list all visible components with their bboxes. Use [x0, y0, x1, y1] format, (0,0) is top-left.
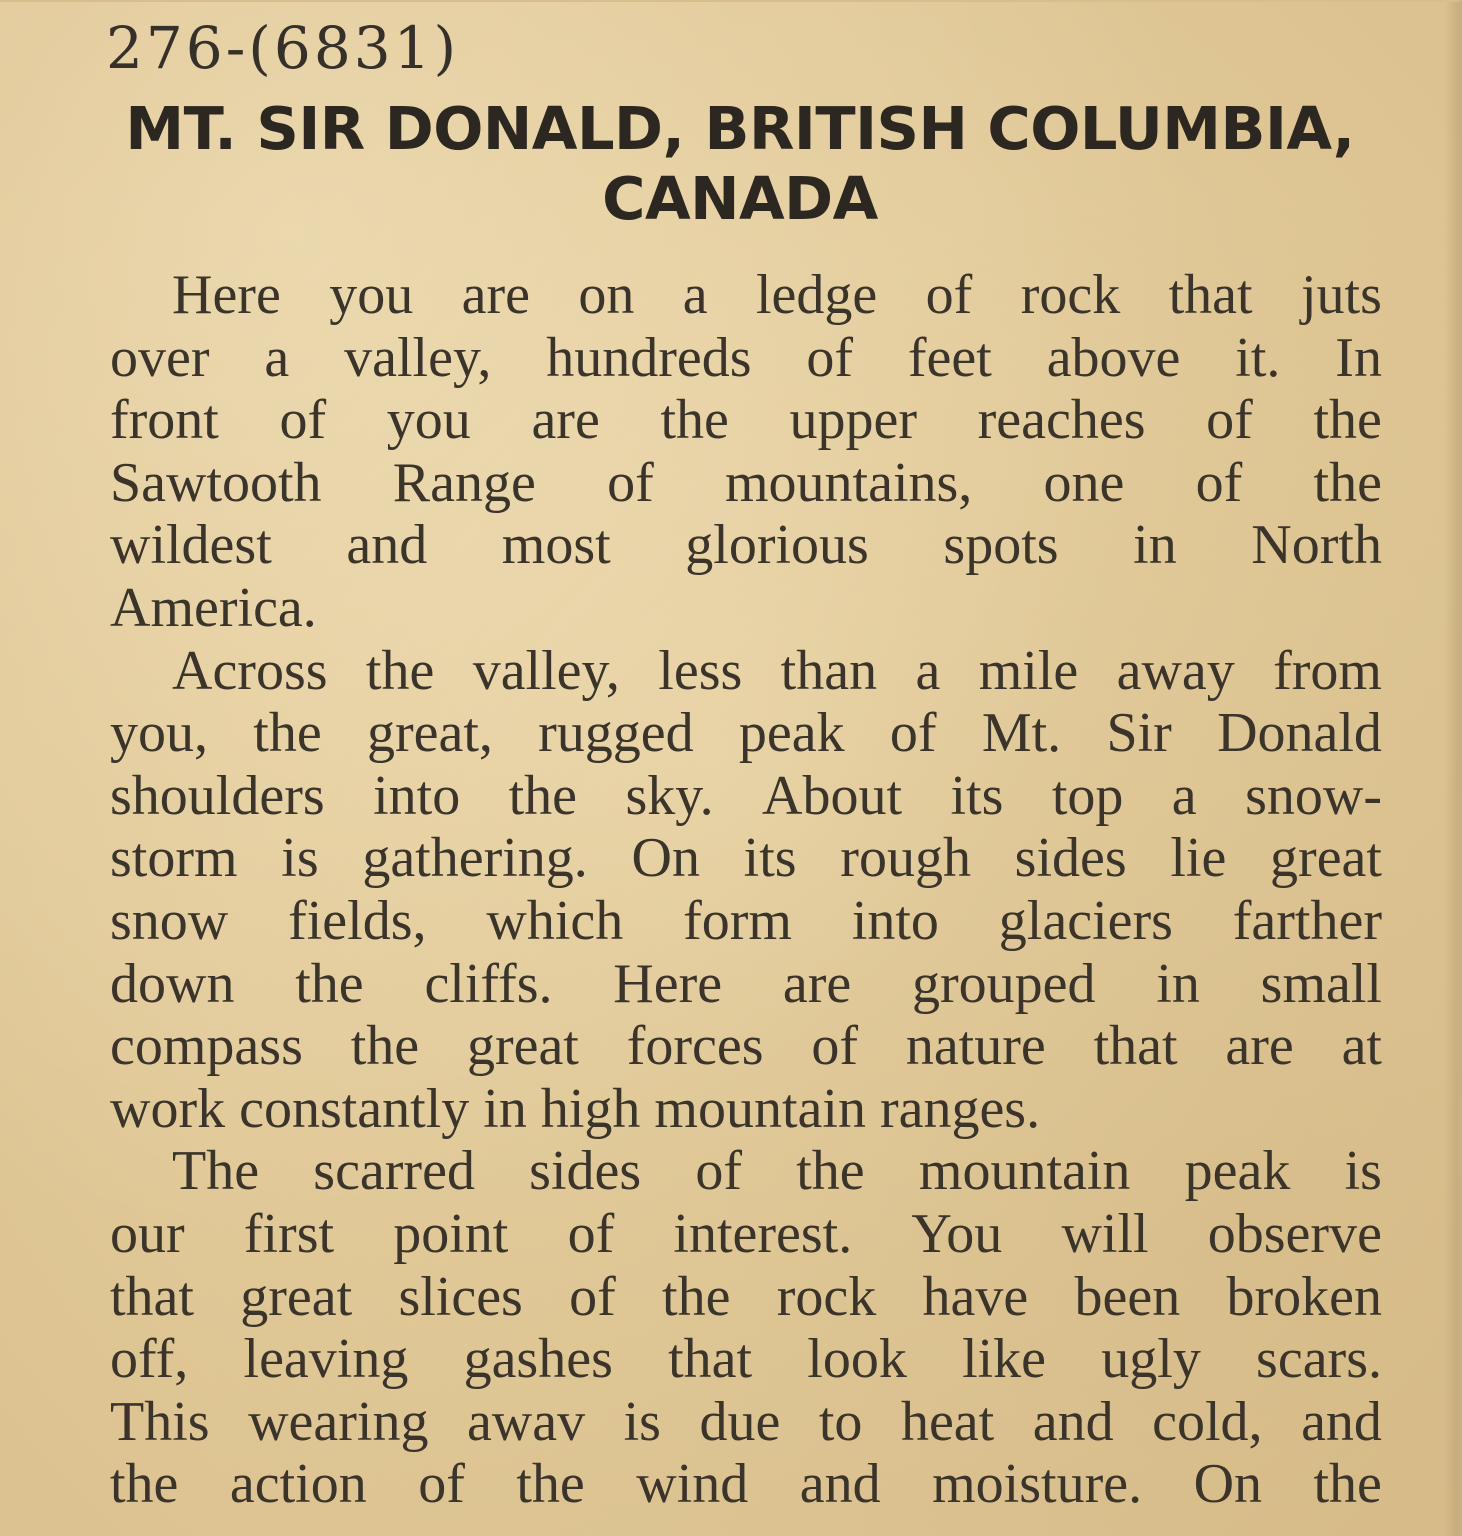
word: observe	[1207, 1202, 1382, 1265]
word: peak	[738, 702, 845, 765]
word: and	[346, 514, 428, 577]
title-line: MT. SIR DONALD, BRITISH COLUMBIA,	[125, 94, 1355, 163]
word: On	[631, 827, 700, 890]
word: forces	[626, 1015, 764, 1078]
word: on	[578, 264, 635, 326]
text-line	[110, 1015, 1382, 1078]
word: peak	[1184, 1140, 1291, 1203]
word: the	[253, 702, 322, 765]
word: into	[851, 889, 939, 952]
word: the	[1313, 1453, 1382, 1516]
text-line	[110, 827, 1382, 890]
word: of	[1195, 451, 1243, 514]
word: its	[950, 764, 1004, 827]
word: slices	[398, 1265, 523, 1328]
word: into	[373, 764, 461, 827]
word: heat	[900, 1390, 995, 1453]
word: that	[110, 1265, 194, 1328]
word: away	[1116, 639, 1235, 702]
word: snow	[110, 889, 229, 952]
word: shoulders	[110, 764, 325, 827]
word: a	[915, 639, 941, 702]
word: in	[483, 1077, 527, 1140]
word: great	[240, 1265, 353, 1328]
word: On	[1193, 1453, 1263, 1516]
word: are	[461, 264, 530, 326]
word: The	[172, 1140, 260, 1203]
text-line	[110, 640, 1382, 703]
word: action	[229, 1453, 367, 1516]
word: Sawtooth	[110, 451, 322, 514]
word: have	[922, 1265, 1029, 1328]
word: top	[1051, 764, 1124, 827]
word: is	[623, 1390, 661, 1453]
text-line	[110, 953, 1382, 1016]
word: and	[1032, 1390, 1114, 1453]
word: lie	[1170, 827, 1227, 890]
word: Donald	[1217, 702, 1382, 765]
word: look	[807, 1328, 907, 1391]
text-line	[110, 1203, 1382, 1266]
word: awav	[466, 1390, 586, 1453]
word: will	[1061, 1202, 1149, 1265]
word: a	[1171, 764, 1197, 827]
text-line	[110, 1078, 1382, 1141]
word: feet	[907, 326, 992, 389]
word: form	[683, 889, 792, 952]
word: the	[1313, 389, 1382, 452]
catalog-number: 276-(6831)	[106, 14, 460, 82]
word: farther	[1232, 889, 1382, 952]
word: of	[569, 1265, 616, 1328]
word: mountains,	[724, 451, 973, 514]
word: you,	[110, 702, 208, 765]
word: in	[1156, 952, 1200, 1015]
word: front	[110, 389, 219, 452]
paragraph	[110, 264, 1382, 640]
word: first	[243, 1202, 335, 1265]
word: in	[1133, 514, 1177, 577]
word: great	[1270, 827, 1382, 890]
word: Here	[613, 952, 723, 1015]
word: Mt.	[981, 702, 1062, 765]
text-line	[110, 1328, 1382, 1391]
word: a	[682, 264, 708, 326]
word: mountain	[654, 1077, 866, 1140]
text-line	[110, 1391, 1382, 1454]
word: and	[1301, 1390, 1382, 1453]
word: ranges.	[879, 1077, 1041, 1140]
word: Sir	[1106, 702, 1172, 765]
word: been	[1074, 1265, 1181, 1328]
word: great	[466, 1015, 579, 1078]
text-line	[110, 389, 1382, 452]
word: its	[743, 827, 797, 890]
word: which	[486, 889, 624, 952]
word: scars.	[1256, 1328, 1382, 1391]
word: In	[1335, 326, 1382, 389]
word: wind	[636, 1453, 749, 1516]
word: You	[911, 1202, 1003, 1265]
word: to	[818, 1390, 863, 1453]
word: rough	[840, 827, 971, 890]
word: leaving	[243, 1328, 409, 1391]
word: of	[567, 1202, 615, 1265]
text-line	[110, 452, 1382, 515]
word: This	[110, 1390, 210, 1453]
word: of	[811, 1015, 858, 1078]
word: the	[295, 952, 364, 1015]
description-text	[110, 264, 1382, 1516]
word: than	[780, 639, 878, 702]
word: Across	[172, 639, 328, 702]
word: mile	[978, 639, 1079, 702]
word: glaciers	[998, 889, 1173, 952]
word: down	[110, 952, 235, 1015]
word: that	[1093, 1015, 1178, 1078]
word: wearing	[248, 1390, 429, 1453]
word: off,	[110, 1328, 189, 1391]
word: compass	[110, 1015, 303, 1078]
word: are	[1225, 1015, 1294, 1078]
text-line	[110, 1140, 1382, 1203]
word: gashes	[463, 1328, 613, 1391]
word: wildest	[110, 514, 272, 577]
word: small	[1260, 952, 1382, 1015]
word: cold,	[1152, 1390, 1263, 1453]
word: like	[962, 1328, 1047, 1391]
word: glorious	[685, 514, 869, 577]
word: reaches	[977, 389, 1146, 452]
word: one	[1043, 451, 1125, 514]
word: the	[110, 1453, 179, 1516]
card-edge-shadow	[1444, 2, 1458, 1536]
word: sides	[529, 1140, 642, 1203]
text-line	[110, 577, 1382, 640]
text-line	[110, 514, 1382, 577]
word: the	[365, 639, 435, 702]
word: valley,	[472, 639, 620, 702]
card-title	[100, 94, 1380, 234]
text-line	[110, 765, 1382, 828]
word: the	[516, 1453, 585, 1516]
word: are	[531, 389, 600, 452]
text-line	[110, 1266, 1382, 1329]
word: ledge	[755, 264, 878, 326]
word: is	[1344, 1140, 1382, 1203]
word: gathering.	[362, 827, 588, 890]
word: great,	[366, 702, 493, 765]
word: moisture.	[932, 1453, 1143, 1516]
word: the	[796, 1140, 865, 1203]
word: work	[110, 1077, 226, 1140]
word: from	[1273, 639, 1382, 702]
word: is	[281, 827, 319, 890]
word: of	[695, 1140, 743, 1203]
word: it.	[1235, 326, 1281, 389]
word: nature	[905, 1015, 1046, 1078]
text-line	[110, 1453, 1382, 1516]
word: above	[1046, 326, 1181, 389]
word: snow-	[1245, 764, 1382, 827]
word: high	[540, 1077, 641, 1140]
word: of	[1206, 389, 1253, 452]
word: over	[110, 326, 210, 389]
word: scarred	[313, 1140, 475, 1203]
word: fields,	[288, 889, 427, 952]
word: North	[1251, 514, 1382, 577]
word: Range	[392, 451, 536, 514]
word: interest.	[673, 1202, 853, 1265]
text-line	[110, 264, 1382, 327]
word: rugged	[538, 702, 694, 765]
word: you	[386, 389, 471, 452]
word: that	[668, 1328, 753, 1391]
word: most	[501, 514, 611, 577]
word: mountain	[918, 1140, 1131, 1203]
word: of	[925, 264, 973, 326]
word: of	[889, 702, 937, 765]
word: ugly	[1101, 1328, 1201, 1391]
paragraph	[110, 1140, 1382, 1516]
word: less	[658, 639, 743, 702]
word: a	[264, 326, 290, 389]
word: rock	[1020, 264, 1121, 326]
word: Here	[172, 264, 281, 326]
word: due	[699, 1390, 781, 1453]
word: storm	[110, 827, 238, 890]
word: rock	[776, 1265, 877, 1328]
word: and	[799, 1453, 881, 1516]
word: you	[329, 264, 414, 326]
word: upper	[789, 389, 918, 452]
word: America.	[110, 576, 317, 639]
word: broken	[1226, 1265, 1382, 1328]
word: spots	[943, 514, 1059, 577]
word: the	[350, 1015, 420, 1078]
word: sides	[1014, 827, 1127, 890]
word: our	[110, 1202, 185, 1265]
paragraph	[110, 640, 1382, 1141]
word: the	[662, 1265, 731, 1328]
word: point	[393, 1202, 509, 1265]
word: valley,	[344, 326, 492, 389]
title-line: CANADA	[602, 164, 878, 233]
text-line	[110, 702, 1382, 765]
word: the	[508, 764, 578, 827]
word: that	[1168, 264, 1253, 326]
word: About	[762, 764, 903, 827]
word: of	[607, 451, 654, 514]
text-line	[110, 327, 1382, 390]
word: are	[782, 952, 852, 1015]
word: of	[279, 389, 327, 452]
word: juts	[1300, 264, 1382, 326]
word: cliffs.	[424, 952, 553, 1015]
word: grouped	[912, 952, 1096, 1015]
word: sky.	[625, 764, 714, 827]
word: constantly	[239, 1077, 470, 1140]
text-line	[110, 890, 1382, 953]
word: hundreds	[546, 326, 752, 389]
word: the	[1313, 451, 1382, 514]
word: at	[1341, 1015, 1382, 1078]
word: of	[806, 326, 854, 389]
word: the	[660, 389, 729, 452]
word: of	[418, 1453, 465, 1516]
